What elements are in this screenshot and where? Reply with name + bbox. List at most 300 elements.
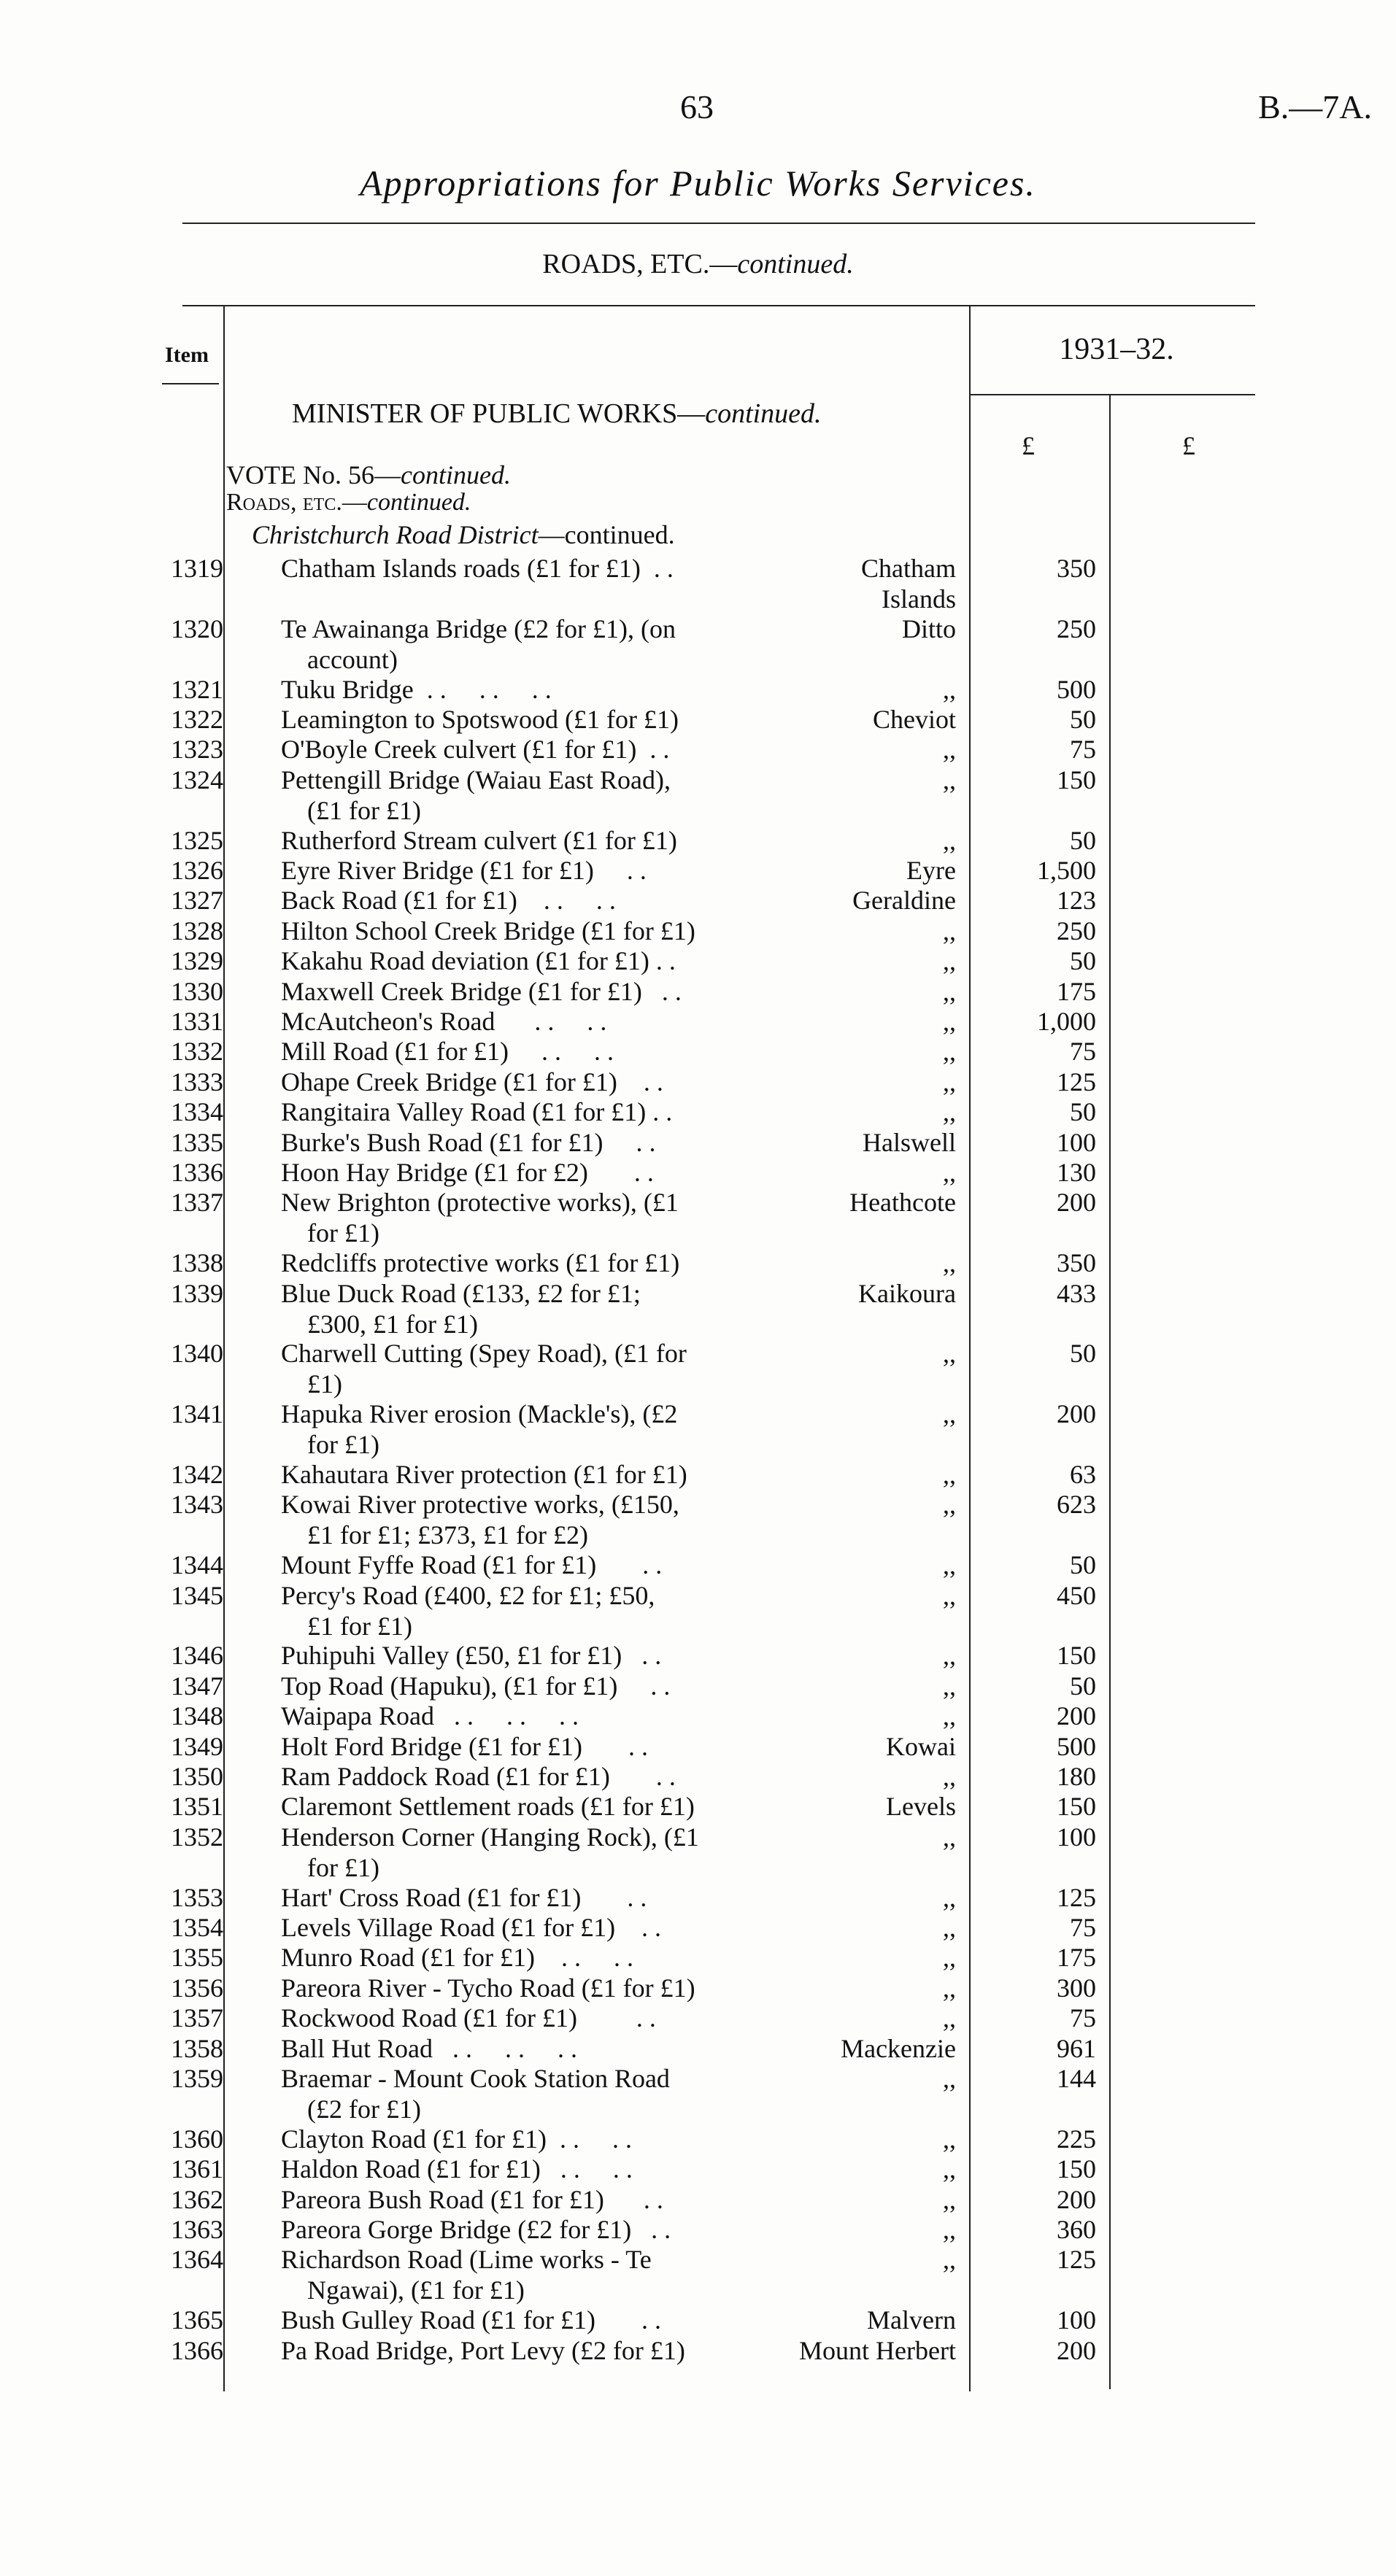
- pound-column-2: £: [1182, 431, 1195, 460]
- title-rule: [182, 223, 1255, 224]
- item-number: 1322: [171, 705, 223, 734]
- district-line: Islands: [882, 584, 956, 614]
- item-column-divider: [223, 305, 225, 2391]
- district-name: [770, 1006, 956, 1037]
- item-number: 1356: [171, 1973, 223, 2003]
- district-line: ,,: [943, 1399, 956, 1429]
- district-name: [770, 2063, 956, 2094]
- amount-value: 50: [1070, 1339, 1096, 1369]
- district-name: [770, 2124, 956, 2154]
- district-line: ,,: [943, 2245, 956, 2275]
- item-number: 1336: [171, 1158, 223, 1187]
- amount-value: 961: [1057, 2033, 1096, 2063]
- description-line: Pettengill Bridge (Waiau East Road),: [281, 765, 671, 794]
- description-line: Ohape Creek Bridge (£1 for £1) . .: [281, 1067, 663, 1096]
- pound-column-1: £: [1022, 431, 1035, 460]
- district-line: ,,: [943, 976, 956, 1006]
- description-line: Mill Road (£1 for £1) . . . .: [281, 1037, 614, 1067]
- district-line: Eyre: [906, 856, 956, 885]
- amount-value: 100: [1057, 1127, 1096, 1157]
- description-line: O'Boyle Creek culvert (£1 for £1) . .: [281, 735, 670, 765]
- district-line: ,,: [943, 1007, 956, 1036]
- district-name: [770, 2184, 956, 2215]
- item-number: 1361: [171, 2154, 223, 2184]
- district-name: [770, 2033, 956, 2064]
- amount-value: 350: [1057, 1248, 1096, 1278]
- description-line: Puhipuhi Valley (£50, £1 for £1) . .: [281, 1641, 662, 1671]
- district-name: [770, 765, 956, 795]
- district-line: ,,: [943, 1913, 956, 1942]
- district-line: ,,: [943, 946, 956, 976]
- district-cont: —continued.: [538, 520, 675, 549]
- item-number: 1351: [171, 1792, 223, 1822]
- item-number: 1319: [171, 554, 223, 583]
- item-description: [281, 704, 770, 735]
- section-title-cont: continued.: [737, 249, 854, 279]
- amount-value: 144: [1057, 2064, 1096, 2093]
- district-name: [770, 1338, 956, 1369]
- district-name: Christchurch Road District: [252, 520, 539, 549]
- item-description: [281, 1036, 770, 1067]
- district-line: ,,: [943, 1248, 956, 1278]
- district-line: ,,: [943, 2003, 956, 2033]
- district-line: Geraldine: [852, 886, 956, 916]
- item-description: [281, 674, 770, 705]
- description-line: Maxwell Creek Bridge (£1 for £1) . .: [281, 976, 682, 1006]
- document-reference: B.—7A.: [1258, 88, 1372, 125]
- ministry-name: MINISTER OF PUBLIC WORKS—: [292, 398, 706, 429]
- item-number: 1344: [171, 1550, 223, 1580]
- district-name: [770, 2003, 956, 2033]
- amount-value: 450: [1057, 1580, 1096, 1610]
- description-line: Burke's Bush Road (£1 for £1) . .: [281, 1127, 656, 1157]
- district-line: ,,: [943, 1973, 956, 2003]
- district-line: ,,: [943, 1097, 956, 1127]
- district-line: ,,: [943, 1550, 956, 1580]
- district-line: Mount Herbert: [799, 2335, 956, 2365]
- item-description: [281, 2003, 770, 2033]
- vote-name: VOTE No. 56—: [226, 460, 401, 490]
- district-name: [770, 1973, 956, 2003]
- item-number: 1325: [171, 825, 223, 855]
- amount-value: 200: [1057, 2184, 1096, 2214]
- item-description: [281, 1127, 770, 1158]
- description-line: Ngawai), (£1 for £1): [307, 2275, 525, 2305]
- description-line: Holt Ford Bridge (£1 for £1) . .: [281, 1731, 648, 1761]
- description-line: Kowai River protective works, (£150,: [281, 1490, 679, 1520]
- amount-value: 150: [1057, 1792, 1096, 1822]
- amount-value: 150: [1057, 765, 1096, 794]
- item-description: [281, 1640, 770, 1671]
- district-line: ,,: [943, 1339, 956, 1369]
- item-number: 1345: [171, 1580, 223, 1610]
- district-line: ,,: [943, 1460, 956, 1489]
- item-number: 1359: [171, 2064, 223, 2093]
- item-number: 1357: [171, 2003, 223, 2033]
- item-description: [281, 734, 770, 765]
- item-description: [281, 765, 770, 826]
- item-description: [281, 2305, 770, 2335]
- item-description: [281, 553, 770, 584]
- amount-value: 360: [1057, 2215, 1096, 2244]
- district-line: ,,: [943, 1671, 956, 1701]
- amount-value: 175: [1057, 1943, 1096, 1973]
- description-line: Eyre River Bridge (£1 for £1) . .: [281, 856, 647, 885]
- district-line: Kowai: [886, 1731, 956, 1761]
- district-line: ,,: [943, 674, 956, 704]
- item-description: [281, 2214, 770, 2245]
- roads-name: Roads, etc.—: [226, 489, 367, 516]
- district-name: [770, 734, 956, 765]
- amount-value: 75: [1070, 735, 1096, 765]
- item-number: 1355: [171, 1943, 223, 1973]
- district-line: ,,: [943, 765, 956, 794]
- description-line: Munro Road (£1 for £1) . . . .: [281, 1943, 633, 1973]
- description-line: Ball Hut Road . . . . . .: [281, 2033, 577, 2063]
- district-line: ,,: [943, 2215, 956, 2244]
- district-line: Halswell: [863, 1127, 956, 1157]
- district-line: ,,: [943, 2064, 956, 2093]
- amount-value: 100: [1057, 2305, 1096, 2335]
- description-line: Te Awainanga Bridge (£2 for £1), (on: [281, 614, 676, 643]
- item-description: [281, 1731, 770, 1762]
- district-name: [770, 945, 956, 976]
- item-number: 1350: [171, 1762, 223, 1791]
- description-line: Blue Duck Road (£133, £2 for £1;: [281, 1278, 641, 1308]
- district-name: [770, 1942, 956, 1973]
- district-line: ,,: [943, 1762, 956, 1791]
- district-line: ,,: [943, 1882, 956, 1912]
- description-line: Rockwood Road (£1 for £1) . .: [281, 2003, 656, 2033]
- description-line: Clayton Road (£1 for £1) . . . .: [281, 2124, 632, 2154]
- district-line: ,,: [943, 1641, 956, 1671]
- item-number: 1328: [171, 916, 223, 945]
- amount-value: 250: [1057, 916, 1096, 945]
- description-line: (£2 for £1): [307, 2095, 421, 2124]
- item-number: 1358: [171, 2033, 223, 2063]
- description-line: Ram Paddock Road (£1 for £1) . .: [281, 1762, 676, 1791]
- district-line: Kaikoura: [858, 1278, 956, 1308]
- item-description: [281, 976, 770, 1007]
- district-line: Ditto: [901, 614, 956, 643]
- description-line: Rangitaira Valley Road (£1 for £1) . .: [281, 1097, 673, 1127]
- amount-value: 50: [1070, 825, 1096, 855]
- amount-value: 1,000: [1037, 1007, 1096, 1036]
- district-name: [770, 1580, 956, 1611]
- amount-value: 623: [1057, 1490, 1096, 1520]
- district-name: [770, 2244, 956, 2275]
- section-title: [0, 248, 1396, 280]
- item-number: 1332: [171, 1037, 223, 1067]
- year-header: 1931–32.: [1059, 333, 1174, 366]
- description-line: for £1): [307, 1430, 379, 1460]
- district-name: [770, 916, 956, 946]
- amount-value: 350: [1057, 554, 1096, 583]
- amount-value: 50: [1070, 1550, 1096, 1580]
- district-line: Heathcote: [849, 1188, 956, 1218]
- item-number: 1360: [171, 2124, 223, 2154]
- district-heading: [252, 519, 675, 550]
- district-name: [770, 1278, 956, 1309]
- description-line: £1 for £1): [307, 1611, 412, 1641]
- item-number: 1333: [171, 1067, 223, 1096]
- item-description: [281, 1912, 770, 1943]
- item-description: [281, 1489, 770, 1550]
- table-top-rule: [182, 305, 1255, 306]
- description-line: Pa Road Bridge, Port Levy (£2 for £1): [281, 2335, 685, 2365]
- item-number: 1324: [171, 765, 223, 794]
- district-line: ,,: [943, 2124, 956, 2154]
- description-line: account): [307, 644, 398, 674]
- description-line: Waipapa Road . . . . . .: [281, 1701, 579, 1731]
- item-description: [281, 1791, 770, 1822]
- item-number: 1347: [171, 1671, 223, 1701]
- item-number: 1366: [171, 2335, 223, 2365]
- district-name: [770, 1791, 956, 1822]
- amount-value: 50: [1070, 946, 1096, 976]
- description-line: Chatham Islands roads (£1 for £1) . .: [281, 554, 674, 583]
- item-number: 1346: [171, 1641, 223, 1671]
- amount-value: 200: [1057, 2335, 1096, 2365]
- item-description: [281, 2063, 770, 2124]
- item-description: [281, 1278, 770, 1339]
- description-line: Tuku Bridge . . . . . .: [281, 674, 552, 704]
- description-line: Pareora River - Tycho Road (£1 for £1): [281, 1973, 695, 2003]
- amount-value: 300: [1057, 1973, 1096, 2003]
- district-name: [770, 1096, 956, 1127]
- item-description: [281, 1761, 770, 1792]
- item-description: [281, 1973, 770, 2003]
- item-description: [281, 1006, 770, 1037]
- item-column-header: Item: [165, 343, 209, 367]
- amount-value: 150: [1057, 1641, 1096, 1671]
- description-line: New Brighton (protective works), (£1: [281, 1188, 679, 1218]
- amount-value: 125: [1057, 1882, 1096, 1912]
- item-description: [281, 1067, 770, 1097]
- description-line: Haldon Road (£1 for £1) . . . .: [281, 2154, 633, 2184]
- district-name: [770, 1157, 956, 1188]
- amount-value: 130: [1057, 1158, 1096, 1187]
- district-name: [770, 2305, 956, 2335]
- district-line: ,,: [943, 1701, 956, 1731]
- item-number: 1340: [171, 1339, 223, 1369]
- amount-value: 75: [1070, 1037, 1096, 1067]
- item-header-rule: [162, 383, 219, 384]
- item-description: [281, 2244, 770, 2305]
- item-number: 1348: [171, 1701, 223, 1731]
- district-line: Cheviot: [873, 705, 956, 734]
- item-number: 1338: [171, 1248, 223, 1278]
- description-line: Rutherford Stream culvert (£1 for £1): [281, 825, 677, 855]
- item-description: [281, 2154, 770, 2184]
- item-number: 1365: [171, 2305, 223, 2335]
- item-number: 1329: [171, 946, 223, 976]
- description-line: Back Road (£1 for £1) . . . .: [281, 886, 616, 916]
- amount-value: 500: [1057, 1731, 1096, 1761]
- district-name: [770, 1127, 956, 1158]
- district-line: Levels: [886, 1792, 956, 1822]
- description-line: Richardson Road (Lime works - Te: [281, 2245, 652, 2275]
- item-number: 1342: [171, 1460, 223, 1489]
- district-line: ,,: [943, 1822, 956, 1852]
- district-name: [770, 825, 956, 856]
- amount-value: 433: [1057, 1278, 1096, 1308]
- item-number: 1335: [171, 1127, 223, 1157]
- item-number: 1341: [171, 1399, 223, 1429]
- item-description: [281, 916, 770, 946]
- description-line: Charwell Cutting (Spey Road), (£1 for: [281, 1339, 687, 1369]
- item-description: [281, 1338, 770, 1399]
- item-number: 1364: [171, 2245, 223, 2275]
- district-name: [770, 2154, 956, 2184]
- district-name: [770, 1731, 956, 1762]
- description-line: £1): [307, 1369, 342, 1399]
- amount-value: 500: [1057, 674, 1096, 704]
- district-line: ,,: [943, 825, 956, 855]
- item-description: [281, 855, 770, 886]
- amount-value: 50: [1070, 705, 1096, 734]
- district-line: ,,: [943, 2154, 956, 2184]
- item-number: 1327: [171, 886, 223, 916]
- item-description: [281, 1096, 770, 1127]
- year-header-rule: [971, 394, 1255, 395]
- district-line: ,,: [943, 1943, 956, 1973]
- district-name: [770, 1761, 956, 1792]
- district-line: Chatham: [861, 554, 956, 583]
- ministry-heading: [292, 398, 822, 430]
- description-line: Mount Fyffe Road (£1 for £1) . .: [281, 1550, 663, 1580]
- district-name: [770, 855, 956, 886]
- description-line: Levels Village Road (£1 for £1) . .: [281, 1913, 662, 1942]
- item-number: 1362: [171, 2184, 223, 2214]
- amount-value: 63: [1070, 1460, 1096, 1489]
- district-line: ,,: [943, 1158, 956, 1187]
- item-number: 1363: [171, 2215, 223, 2244]
- district-line: Mackenzie: [841, 2033, 956, 2063]
- item-description: [281, 2335, 770, 2366]
- district-name: [770, 674, 956, 705]
- item-number: 1331: [171, 1007, 223, 1036]
- item-number: 1343: [171, 1490, 223, 1520]
- district-name: [770, 1822, 956, 1852]
- district-name: [770, 976, 956, 1007]
- amount-value: 200: [1057, 1701, 1096, 1731]
- item-number: 1321: [171, 674, 223, 704]
- district-name: [770, 1701, 956, 1731]
- district-name: [770, 2335, 956, 2366]
- item-number: 1330: [171, 976, 223, 1006]
- description-line: Henderson Corner (Hanging Rock), (£1: [281, 1822, 699, 1852]
- item-number: 1326: [171, 856, 223, 885]
- roads-heading: [226, 489, 471, 517]
- district-line: Malvern: [867, 2305, 956, 2335]
- amount-value: 50: [1070, 1671, 1096, 1701]
- description-line: £1 for £1; £373, £1 for £2): [307, 1520, 588, 1550]
- item-number: 1349: [171, 1731, 223, 1761]
- description-line: Braemar - Mount Cook Station Road: [281, 2064, 670, 2093]
- item-description: [281, 614, 770, 675]
- item-description: [281, 1671, 770, 1701]
- item-number: 1353: [171, 1882, 223, 1912]
- district-line: ,,: [943, 735, 956, 765]
- item-description: [281, 1187, 770, 1248]
- item-description: [281, 1882, 770, 1913]
- amount-value: 123: [1057, 886, 1096, 916]
- page-title: Appropriations for Public Works Services.: [360, 163, 1036, 204]
- item-number: 1323: [171, 735, 223, 765]
- district-name: [770, 1459, 956, 1490]
- description-line: Hapuka River erosion (Mackle's), (£2: [281, 1399, 678, 1429]
- description-line: Percy's Road (£400, £2 for £1; £50,: [281, 1580, 655, 1610]
- amount-value: 200: [1057, 1188, 1096, 1218]
- description-line: McAutcheon's Road . . . .: [281, 1007, 607, 1036]
- item-number: 1354: [171, 1913, 223, 1942]
- ministry-cont: continued.: [705, 398, 822, 429]
- district-line: ,,: [943, 1490, 956, 1520]
- amount-value: 175: [1057, 976, 1096, 1006]
- amount-value: 150: [1057, 2154, 1096, 2184]
- item-number: 1334: [171, 1097, 223, 1127]
- district-name: [770, 553, 956, 614]
- district-name: [770, 1671, 956, 1701]
- roads-cont: continued.: [366, 489, 471, 516]
- description-line: Pareora Gorge Bridge (£2 for £1) . .: [281, 2215, 671, 2244]
- amount-value: 125: [1057, 2245, 1096, 2275]
- item-description: [281, 1550, 770, 1580]
- item-description: [281, 1701, 770, 1731]
- district-name: [770, 1640, 956, 1671]
- description-line: Hilton School Creek Bridge (£1 for £1): [281, 916, 695, 945]
- description-line: (£1 for £1): [307, 795, 421, 825]
- district-line: ,,: [943, 1067, 956, 1096]
- district-name: [770, 1550, 956, 1580]
- district-line: ,,: [943, 916, 956, 945]
- amount-value: 75: [1070, 2003, 1096, 2033]
- item-description: [281, 1942, 770, 1973]
- amount-value: 50: [1070, 1097, 1096, 1127]
- district-name: [770, 1912, 956, 1943]
- description-line: Claremont Settlement roads (£1 for £1): [281, 1792, 695, 1822]
- district-name: [770, 1882, 956, 1913]
- vote-heading: [226, 460, 511, 490]
- amount-column-divider: [1109, 394, 1111, 2389]
- amount-value: 125: [1057, 1067, 1096, 1096]
- amount-value: 200: [1057, 1399, 1096, 1429]
- description-line: for £1): [307, 1218, 379, 1248]
- amount-value: 225: [1057, 2124, 1096, 2154]
- description-line: £300, £1 for £1): [307, 1309, 478, 1339]
- item-description: [281, 1459, 770, 1490]
- item-description: [281, 1822, 770, 1883]
- description-line: Bush Gulley Road (£1 for £1) . .: [281, 2305, 661, 2335]
- district-name: [770, 1067, 956, 1097]
- district-name: [770, 885, 956, 916]
- description-line: Top Road (Hapuku), (£1 for £1) . .: [281, 1671, 671, 1701]
- description-line: Hart' Cross Road (£1 for £1) . .: [281, 1882, 647, 1912]
- district-name: [770, 1036, 956, 1067]
- amount-value: 100: [1057, 1822, 1096, 1852]
- description-line: Pareora Bush Road (£1 for £1) . .: [281, 2184, 663, 2214]
- district-name: [770, 2214, 956, 2245]
- description-line: Kakahu Road deviation (£1 for £1) . .: [281, 946, 676, 976]
- item-number: 1339: [171, 1278, 223, 1308]
- vote-cont: continued.: [400, 460, 511, 490]
- item-description: [281, 825, 770, 856]
- district-name: [770, 1399, 956, 1429]
- district-line: ,,: [943, 2184, 956, 2214]
- district-line: ,,: [943, 1580, 956, 1610]
- item-description: [281, 945, 770, 976]
